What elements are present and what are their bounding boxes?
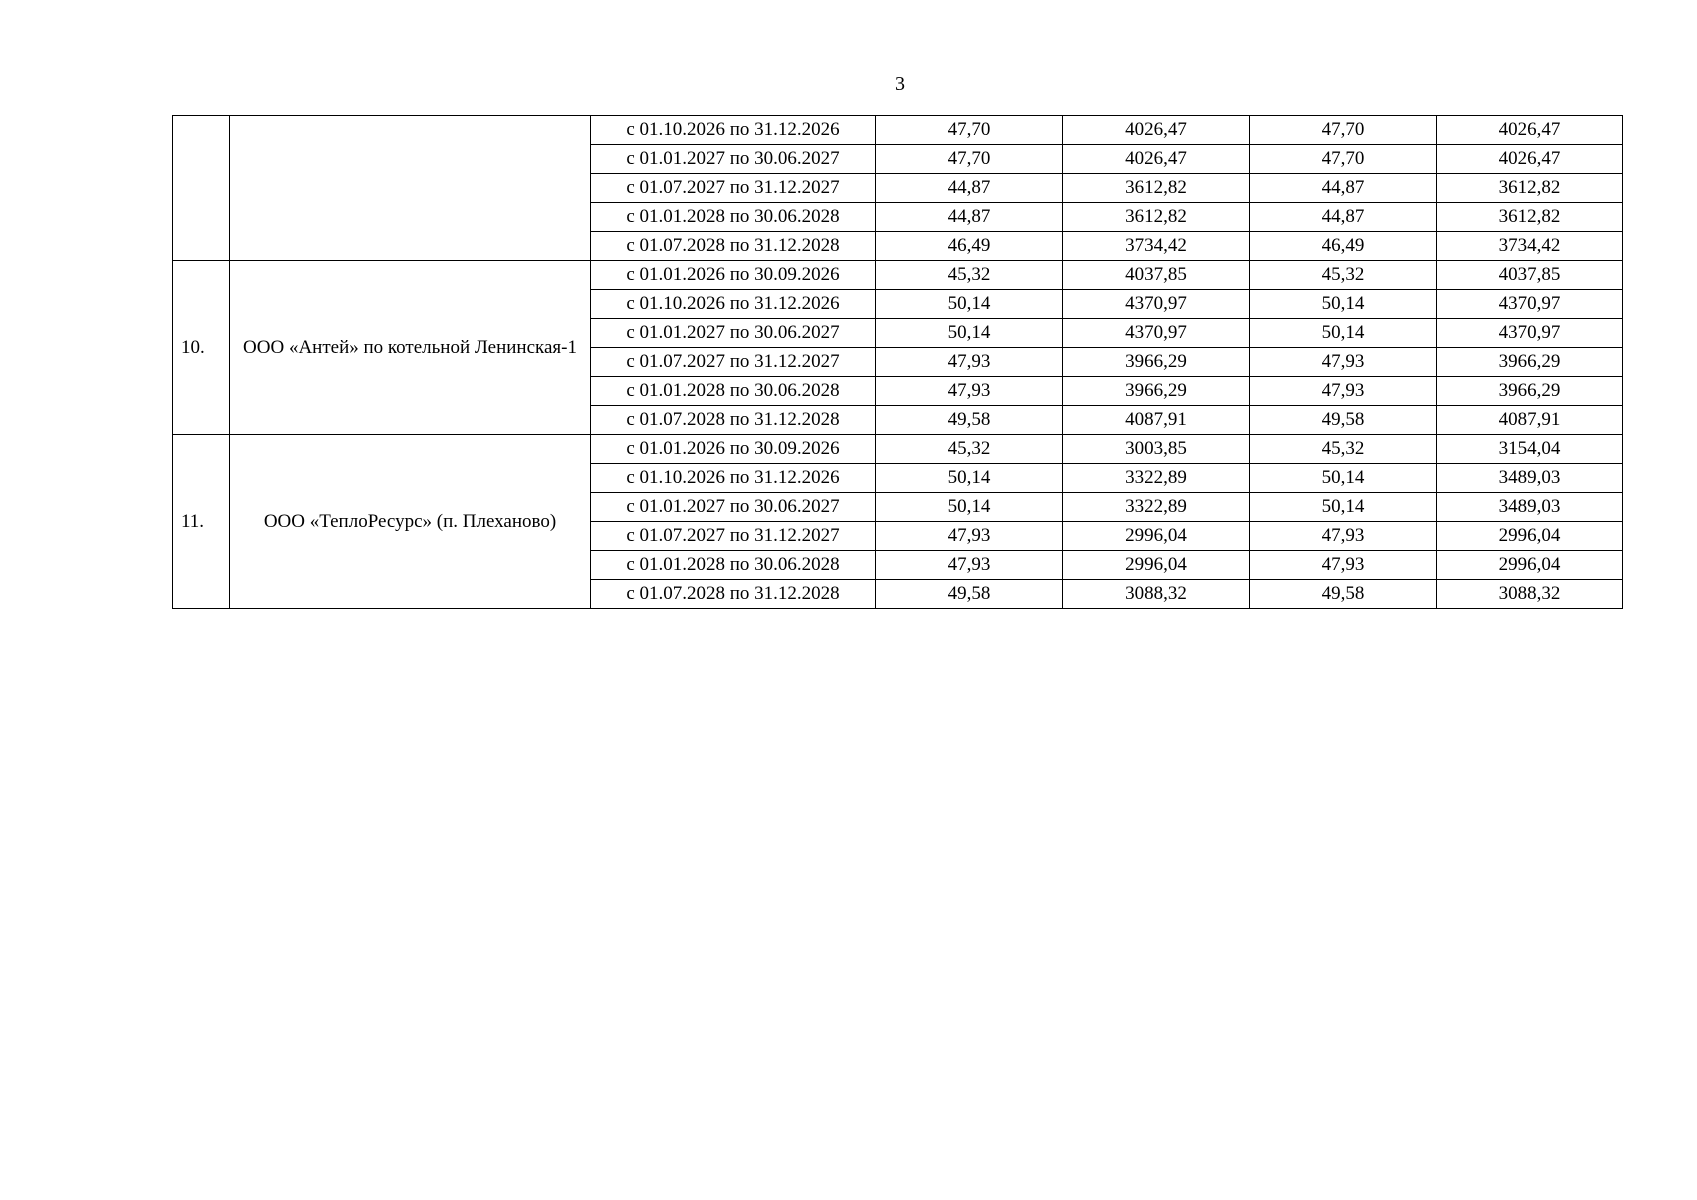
value-cell: 3966,29 xyxy=(1437,377,1623,406)
value-cell: 47,93 xyxy=(1250,348,1437,377)
period-cell: с 01.07.2028 по 31.12.2028 xyxy=(591,580,876,609)
tariff-table-body xyxy=(173,116,1623,609)
table-row xyxy=(173,116,1623,145)
organization-cell: ООО «Антей» по котельной Ленинская-1 xyxy=(230,261,591,435)
value-cell: 47,70 xyxy=(876,145,1063,174)
row-number-cell xyxy=(173,116,230,261)
value-cell: 3489,03 xyxy=(1437,493,1623,522)
value-cell: 3088,32 xyxy=(1437,580,1623,609)
page-number: 3 xyxy=(895,73,905,95)
value-cell: 46,49 xyxy=(1250,232,1437,261)
period-cell: с 01.01.2026 по 30.09.2026 xyxy=(591,261,876,290)
value-cell: 47,93 xyxy=(876,348,1063,377)
value-cell: 3489,03 xyxy=(1437,464,1623,493)
value-cell: 50,14 xyxy=(1250,493,1437,522)
value-cell: 3966,29 xyxy=(1063,377,1250,406)
value-cell: 4037,85 xyxy=(1063,261,1250,290)
value-cell: 4370,97 xyxy=(1437,290,1623,319)
value-cell: 45,32 xyxy=(1250,261,1437,290)
value-cell: 3088,32 xyxy=(1063,580,1250,609)
value-cell: 3154,04 xyxy=(1437,435,1623,464)
period-cell: с 01.10.2026 по 31.12.2026 xyxy=(591,464,876,493)
period-cell: с 01.01.2027 по 30.06.2027 xyxy=(591,145,876,174)
value-cell: 49,58 xyxy=(1250,406,1437,435)
value-cell: 45,32 xyxy=(1250,435,1437,464)
value-cell: 47,70 xyxy=(1250,116,1437,145)
value-cell: 3966,29 xyxy=(1437,348,1623,377)
value-cell: 3612,82 xyxy=(1437,174,1623,203)
period-cell: с 01.01.2028 по 30.06.2028 xyxy=(591,203,876,232)
value-cell: 50,14 xyxy=(876,319,1063,348)
value-cell: 50,14 xyxy=(876,290,1063,319)
period-cell: с 01.01.2026 по 30.09.2026 xyxy=(591,435,876,464)
value-cell: 44,87 xyxy=(876,203,1063,232)
value-cell: 44,87 xyxy=(1250,174,1437,203)
value-cell: 46,49 xyxy=(876,232,1063,261)
value-cell: 3734,42 xyxy=(1063,232,1250,261)
period-cell: с 01.07.2028 по 31.12.2028 xyxy=(591,406,876,435)
value-cell: 47,93 xyxy=(1250,377,1437,406)
period-cell: с 01.07.2027 по 31.12.2027 xyxy=(591,348,876,377)
value-cell: 3966,29 xyxy=(1063,348,1250,377)
value-cell: 3612,82 xyxy=(1063,174,1250,203)
value-cell: 50,14 xyxy=(876,493,1063,522)
organization-cell xyxy=(230,116,591,261)
row-number-cell: 11. xyxy=(173,435,230,609)
period-cell: с 01.01.2027 по 30.06.2027 xyxy=(591,319,876,348)
organization-cell: ООО «ТеплоРесурс» (п. Плеханово) xyxy=(230,435,591,609)
value-cell: 47,93 xyxy=(876,551,1063,580)
value-cell: 2996,04 xyxy=(1437,551,1623,580)
value-cell: 50,14 xyxy=(876,464,1063,493)
value-cell: 3612,82 xyxy=(1063,203,1250,232)
value-cell: 47,93 xyxy=(876,377,1063,406)
value-cell: 45,32 xyxy=(876,261,1063,290)
value-cell: 4370,97 xyxy=(1063,290,1250,319)
value-cell: 44,87 xyxy=(1250,203,1437,232)
value-cell: 49,58 xyxy=(876,580,1063,609)
value-cell: 45,32 xyxy=(876,435,1063,464)
value-cell: 2996,04 xyxy=(1437,522,1623,551)
value-cell: 4087,91 xyxy=(1437,406,1623,435)
value-cell: 50,14 xyxy=(1250,319,1437,348)
value-cell: 2996,04 xyxy=(1063,551,1250,580)
value-cell: 47,93 xyxy=(1250,551,1437,580)
value-cell: 47,70 xyxy=(876,116,1063,145)
value-cell: 49,58 xyxy=(1250,580,1437,609)
value-cell: 47,70 xyxy=(1250,145,1437,174)
value-cell: 3612,82 xyxy=(1437,203,1623,232)
value-cell: 4370,97 xyxy=(1437,319,1623,348)
value-cell: 47,93 xyxy=(1250,522,1437,551)
value-cell: 4037,85 xyxy=(1437,261,1623,290)
value-cell: 3003,85 xyxy=(1063,435,1250,464)
value-cell: 3322,89 xyxy=(1063,493,1250,522)
value-cell: 50,14 xyxy=(1250,290,1437,319)
value-cell: 4026,47 xyxy=(1437,116,1623,145)
table-row xyxy=(173,435,1623,464)
value-cell: 4026,47 xyxy=(1063,145,1250,174)
value-cell: 4370,97 xyxy=(1063,319,1250,348)
value-cell: 4026,47 xyxy=(1437,145,1623,174)
period-cell: с 01.01.2028 по 30.06.2028 xyxy=(591,377,876,406)
period-cell: с 01.10.2026 по 31.12.2026 xyxy=(591,116,876,145)
value-cell: 2996,04 xyxy=(1063,522,1250,551)
period-cell: с 01.07.2027 по 31.12.2027 xyxy=(591,174,876,203)
value-cell: 49,58 xyxy=(876,406,1063,435)
tariff-table xyxy=(172,115,1623,609)
value-cell: 3322,89 xyxy=(1063,464,1250,493)
row-number-cell: 10. xyxy=(173,261,230,435)
value-cell: 3734,42 xyxy=(1437,232,1623,261)
value-cell: 4026,47 xyxy=(1063,116,1250,145)
period-cell: с 01.07.2027 по 31.12.2027 xyxy=(591,522,876,551)
period-cell: с 01.07.2028 по 31.12.2028 xyxy=(591,232,876,261)
value-cell: 50,14 xyxy=(1250,464,1437,493)
period-cell: с 01.01.2028 по 30.06.2028 xyxy=(591,551,876,580)
period-cell: с 01.01.2027 по 30.06.2027 xyxy=(591,493,876,522)
value-cell: 47,93 xyxy=(876,522,1063,551)
value-cell: 44,87 xyxy=(876,174,1063,203)
period-cell: с 01.10.2026 по 31.12.2026 xyxy=(591,290,876,319)
table-row xyxy=(173,261,1623,290)
value-cell: 4087,91 xyxy=(1063,406,1250,435)
